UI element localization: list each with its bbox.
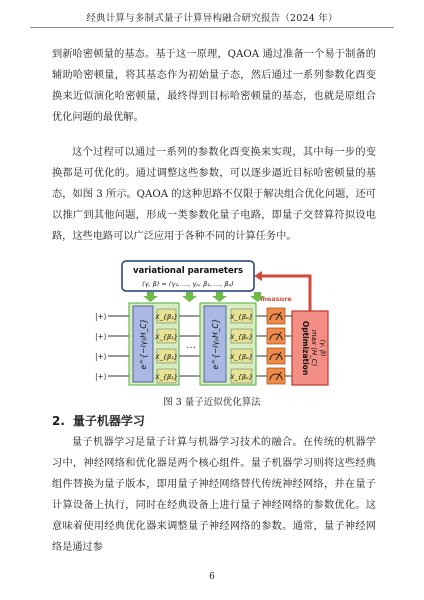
paragraph-3: 量子机器学习是量子计算与机器学习技术的融合。在传统的机器学习中，神经网络和优化器是两个核心组件。量子机器学习则将这些经典组件替换为量子版本，即用量子神经网络替代传统神经网络，并在量子计算设备上执行，同时在经典设备上进行量子神经网络的参数优化。这意味着使用经典优化器来调整量子神经网络的参数。通常，量子神经网络是通过参 xyxy=(52,437,376,553)
mixer-gate-label: X_{β₁} xyxy=(155,353,178,361)
page-header: 经典计算与多制式量子计算异构融合研究报告（2024 年） xyxy=(86,13,338,24)
optimization-formula: max ⟨H_C⟩ xyxy=(310,329,318,367)
feedback-arrowhead xyxy=(254,271,262,281)
measurement-meters xyxy=(267,308,285,384)
measure-label: measure xyxy=(260,295,292,303)
section-title: 量子机器学习 xyxy=(72,414,145,428)
params-title: variational parameters xyxy=(132,266,244,276)
params-formula: (γ, β) = (γ₁, ..., γₚ, β₁, ..., βₚ) xyxy=(142,280,234,288)
qaoa-figure xyxy=(92,258,332,388)
cost-block-p-label: e^{−iγₚH_C} xyxy=(211,318,220,370)
header-divider xyxy=(30,27,394,28)
paragraph-2: 这个过程可以通过一系列的参数化酉变换来实现，其中每一步的变换都是可优化的。通过调整这些参数，可以逐步逼近目标哈密顿量的基态，如图 3 所示。QAOA 的这种思路不仅限于解决组合优化问题，还可以推广到其他问题，形成一类参数化量子电路，即量子交替算符拟设电路，这些电路可以广泛应用于各种不同的计算任务中。 xyxy=(52,147,376,242)
meter-icon xyxy=(267,328,285,344)
page-number: 6 xyxy=(209,572,215,582)
figure-caption: 图 3 量子近似优化算法 xyxy=(163,397,261,408)
qubit-label: |+⟩ xyxy=(95,332,107,341)
mixer-gate-label: X_{βₚ} xyxy=(230,373,253,381)
paragraph-1: 到新哈密顿量的基态。基于这一原理，QAOA 通过准备一个易于制备的辅助哈密顿量，将其基态作为初始量子态，然后通过一系列参数化酉变换来近似演化哈密顿量，最终得到目标哈密顿量的基态，也就是原组合优化问题的最优解。 xyxy=(52,49,376,123)
meter-icon xyxy=(267,348,285,364)
optimization-params: (γ, β) xyxy=(319,339,327,357)
mixer-gate-label: X_{βₚ} xyxy=(230,333,253,341)
meter-icon xyxy=(267,368,285,384)
mixer-gate-label: X_{βₚ} xyxy=(230,353,253,361)
layer-ellipsis: … xyxy=(186,340,196,351)
green-arrow-1 xyxy=(143,292,158,302)
optimization-label: Optimization xyxy=(301,320,310,376)
mixer-gate-label: X_{β₁} xyxy=(155,313,178,321)
cost-block-1-label: e^{−iγ₁H_C} xyxy=(139,318,148,370)
mixer-gate-label: X_{βₚ} xyxy=(230,313,253,321)
qubit-label: |+⟩ xyxy=(95,352,107,361)
mixer-gate-label: X_{β₁} xyxy=(155,333,178,341)
section-heading xyxy=(52,412,145,429)
green-arrow-3 xyxy=(212,292,227,302)
green-arrow-2 xyxy=(182,292,197,302)
mixer-gate-label: X_{β₁} xyxy=(155,373,178,381)
qubit-label: |+⟩ xyxy=(95,372,107,381)
meter-icon xyxy=(267,308,285,324)
qubit-label: |+⟩ xyxy=(95,312,107,321)
feedback-arrow xyxy=(258,276,310,311)
section-number: 2. xyxy=(52,414,65,428)
